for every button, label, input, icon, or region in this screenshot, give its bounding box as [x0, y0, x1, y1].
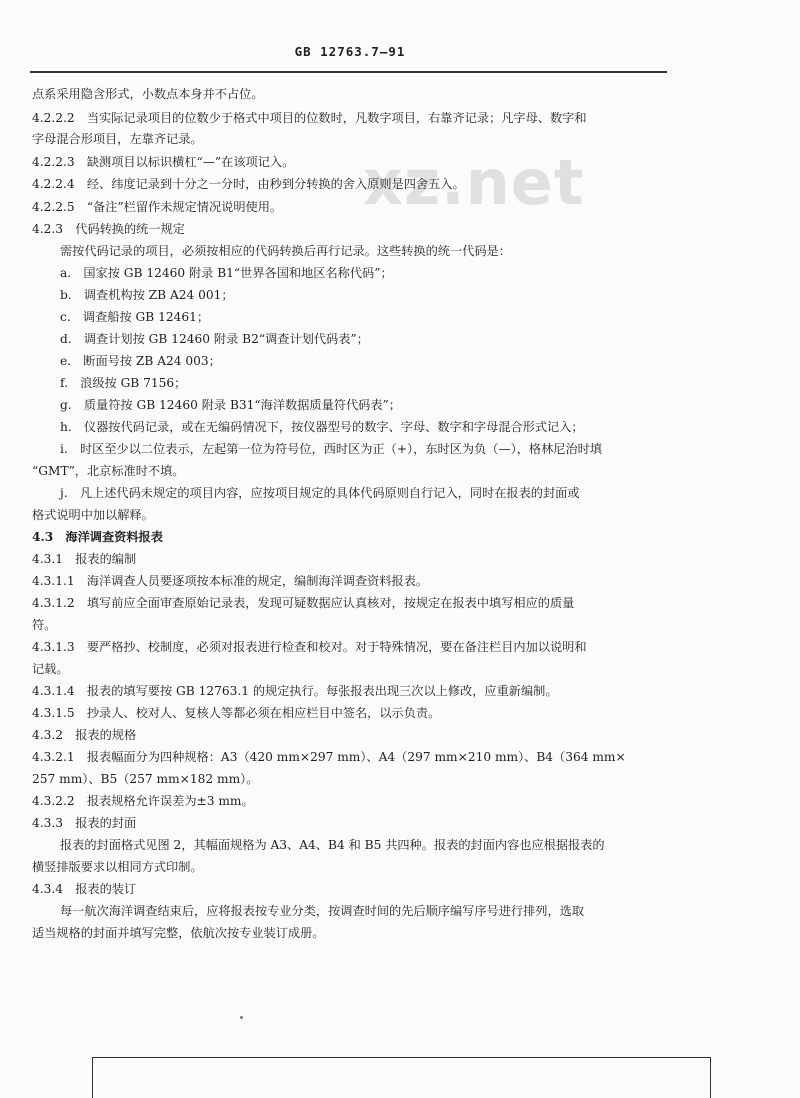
text-line: 4.3.2.2 报表规格允许误差为±3 mm。: [32, 794, 254, 808]
text-line: 257 mm）、B5（257 mm×182 mm）。: [32, 772, 259, 786]
section-heading: 4.3.1 报表的编制: [32, 552, 137, 566]
section-heading: 4.2.3 代码转换的统一规定: [32, 222, 185, 236]
text-line: 4.2.2.3 缺测项目以标识横杠“—”在该项记入。: [32, 155, 295, 169]
text-line: 4.3.1.4 报表的填写要按 GB 12763.1 的规定执行。每张报表出现三次以上修改，应重新编制。: [32, 684, 558, 698]
text-line: 横竖排版要求以相同方式印制。: [32, 860, 203, 874]
section-heading: 4.3.2 报表的规格: [32, 728, 137, 742]
document-header: GB 12763.7—91: [294, 44, 406, 59]
list-item: g. 质量符按 GB 12460 附录 B31“海洋数据质量符代码表”；: [60, 398, 401, 412]
list-item: d. 调查计划按 GB 12460 附录 B2“调查计划代码表”；: [60, 332, 369, 346]
text-line: 4.3.1.5 抄录人、校对人、复核人等都必须在相应栏目中签名，以示负责。: [32, 706, 441, 720]
list-item: a. 国家按 GB 12460 附录 B1“世界各国和地区名称代码”；: [60, 266, 393, 280]
section-heading: 4.3.4 报表的装订: [32, 882, 137, 896]
text-line: 4.2.2.2 当实际记录项目的位数少于格式中项目的位数时，凡数字项目，右靠齐记录；凡字母、数字和: [32, 111, 587, 125]
text-line: “GMT”，北京标准时不填。: [32, 464, 185, 478]
list-item: i. 时区至少以二位表示，左起第一位为符号位，西时区为正（+），东时区为负（—），格林尼治时填: [60, 442, 603, 456]
text-line: 点系采用隐含形式，小数点本身并不占位。: [32, 87, 264, 101]
text-line: 4.3.1.3 要严格抄、校制度，必须对报表进行检查和校对。对于特殊情况，要在备注栏目内加以说明和: [32, 640, 587, 654]
text-line: 需按代码记录的项目，必须按相应的代码转换后再行记录。这些转换的统一代码是：: [60, 244, 511, 258]
text-line: 记载。: [32, 662, 69, 676]
watermark: xz.net: [363, 146, 585, 219]
text-line: 适当规格的封面并填写完整，依航次按专业装订成册。: [32, 926, 325, 940]
text-line: 4.3.1.1 海洋调查人员要逐项按本标准的规定，编制海洋调查资料报表。: [32, 574, 429, 588]
section-heading: 4.3.3 报表的封面: [32, 816, 137, 830]
text-line: 4.3.2.1 报表幅面分为四种规格：A3（420 mm×297 mm）、A4（297 mm×210 mm）、B4（364 mm×: [32, 750, 626, 764]
text-line: 每一航次海洋调查结束后，应将报表按专业分类，按调查时间的先后顺序编写序号进行排列，选取: [60, 904, 585, 918]
figure-frame: [92, 1057, 711, 1098]
text-line: 4.2.2.5 “备注”栏留作未规定情况说明使用。: [32, 200, 283, 214]
list-item: c. 调查船按 GB 12461；: [60, 310, 210, 324]
text-line: 符。: [32, 618, 57, 632]
text-line: 4.3.1.2 填写前应全面审查原始记录表，发现可疑数据应认真核对，按规定在报表中填写相应的质量: [32, 596, 575, 610]
list-item: j. 凡上述代码未规定的项目内容，应按项目规定的具体代码原则自行记入，同时在报表的封面或: [60, 486, 580, 500]
text-line: 字母混合形项目，左靠齐记录。: [32, 132, 203, 146]
list-item: e. 断面号按 ZB A24 003；: [60, 354, 221, 368]
section-heading: 4.3 海洋调查资料报表: [32, 530, 163, 544]
scan-speck: [240, 1016, 243, 1019]
list-item: b. 调查机构按 ZB A24 001；: [60, 288, 234, 302]
text-line: 报表的封面格式见图 2，其幅面规格为 A3、A4、B4 和 B5 共四种。报表的封面内容也应根据报表的: [60, 838, 605, 852]
text-line: 格式说明中加以解释。: [32, 508, 154, 522]
list-item: h. 仪器按代码记录，或在无编码情况下，按仪器型号的数字、字母、数字和字母混合形式记入；: [60, 420, 584, 434]
list-item: f. 浪级按 GB 7156；: [60, 376, 187, 390]
text-line: 4.2.2.4 经、纬度记录到十分之一分时，由秒到分转换的舍入原则是四舍五入。: [32, 177, 465, 191]
